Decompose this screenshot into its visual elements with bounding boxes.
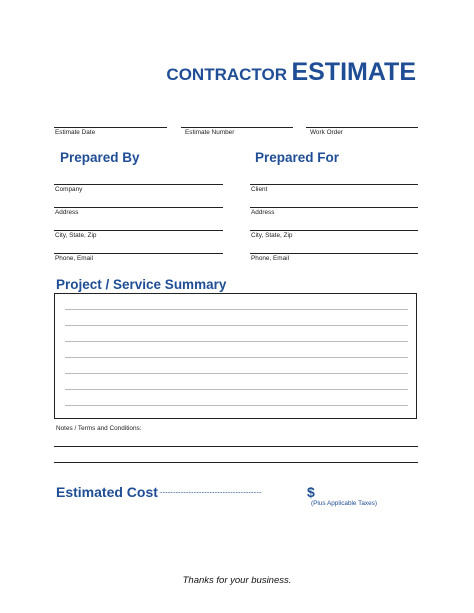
title-prefix: CONTRACTOR	[166, 65, 287, 84]
notes-line[interactable]	[54, 462, 418, 463]
for-phone-label: Phone, Email	[251, 255, 290, 262]
summary-ruled-line	[65, 373, 408, 374]
notes-line[interactable]	[54, 446, 418, 447]
taxes-note: (Plus Applicable Taxes)	[311, 500, 377, 507]
client-field[interactable]	[250, 184, 418, 199]
estimated-cost-label: Estimated Cost	[56, 484, 158, 500]
company-field[interactable]	[54, 184, 223, 199]
work-order-label: Work Order	[310, 129, 343, 136]
by-city-label: City, State, Zip	[55, 232, 97, 239]
by-address-field[interactable]	[54, 207, 223, 222]
estimate-number-label: Estimate Number	[185, 129, 235, 136]
for-city-field[interactable]	[250, 230, 418, 245]
summary-ruled-line	[65, 357, 408, 358]
summary-ruled-line	[65, 309, 408, 310]
summary-ruled-line	[65, 389, 408, 390]
by-address-label: Address	[55, 209, 79, 216]
estimate-date-field[interactable]	[54, 127, 167, 142]
for-address-field[interactable]	[250, 207, 418, 222]
by-city-field[interactable]	[54, 230, 223, 245]
notes-label: Notes / Terms and Conditions:	[56, 425, 142, 432]
summary-ruled-line	[65, 341, 408, 342]
for-city-label: City, State, Zip	[251, 232, 293, 239]
company-label: Company	[55, 186, 83, 193]
estimate-date-label: Estimate Date	[55, 129, 96, 136]
title-main: ESTIMATE	[291, 58, 416, 86]
cost-leader-dots: ...............................................................	[159, 486, 262, 495]
currency-symbol: $	[307, 484, 315, 500]
summary-ruled-line	[65, 325, 408, 326]
estimate-number-field[interactable]	[181, 127, 293, 142]
prepared-for-heading: Prepared For	[255, 150, 340, 165]
summary-textarea[interactable]	[54, 293, 417, 419]
summary-heading: Project / Service Summary	[56, 277, 227, 292]
by-phone-label: Phone, Email	[55, 255, 94, 262]
thank-you-note: Thanks for your business.	[182, 575, 292, 586]
summary-ruled-line	[65, 405, 408, 406]
by-phone-field[interactable]	[54, 253, 223, 268]
document-title	[166, 58, 416, 87]
for-address-label: Address	[251, 209, 275, 216]
work-order-field[interactable]	[306, 127, 418, 142]
for-phone-field[interactable]	[250, 253, 418, 268]
client-label: Client	[251, 186, 268, 193]
prepared-by-heading: Prepared By	[60, 150, 140, 165]
